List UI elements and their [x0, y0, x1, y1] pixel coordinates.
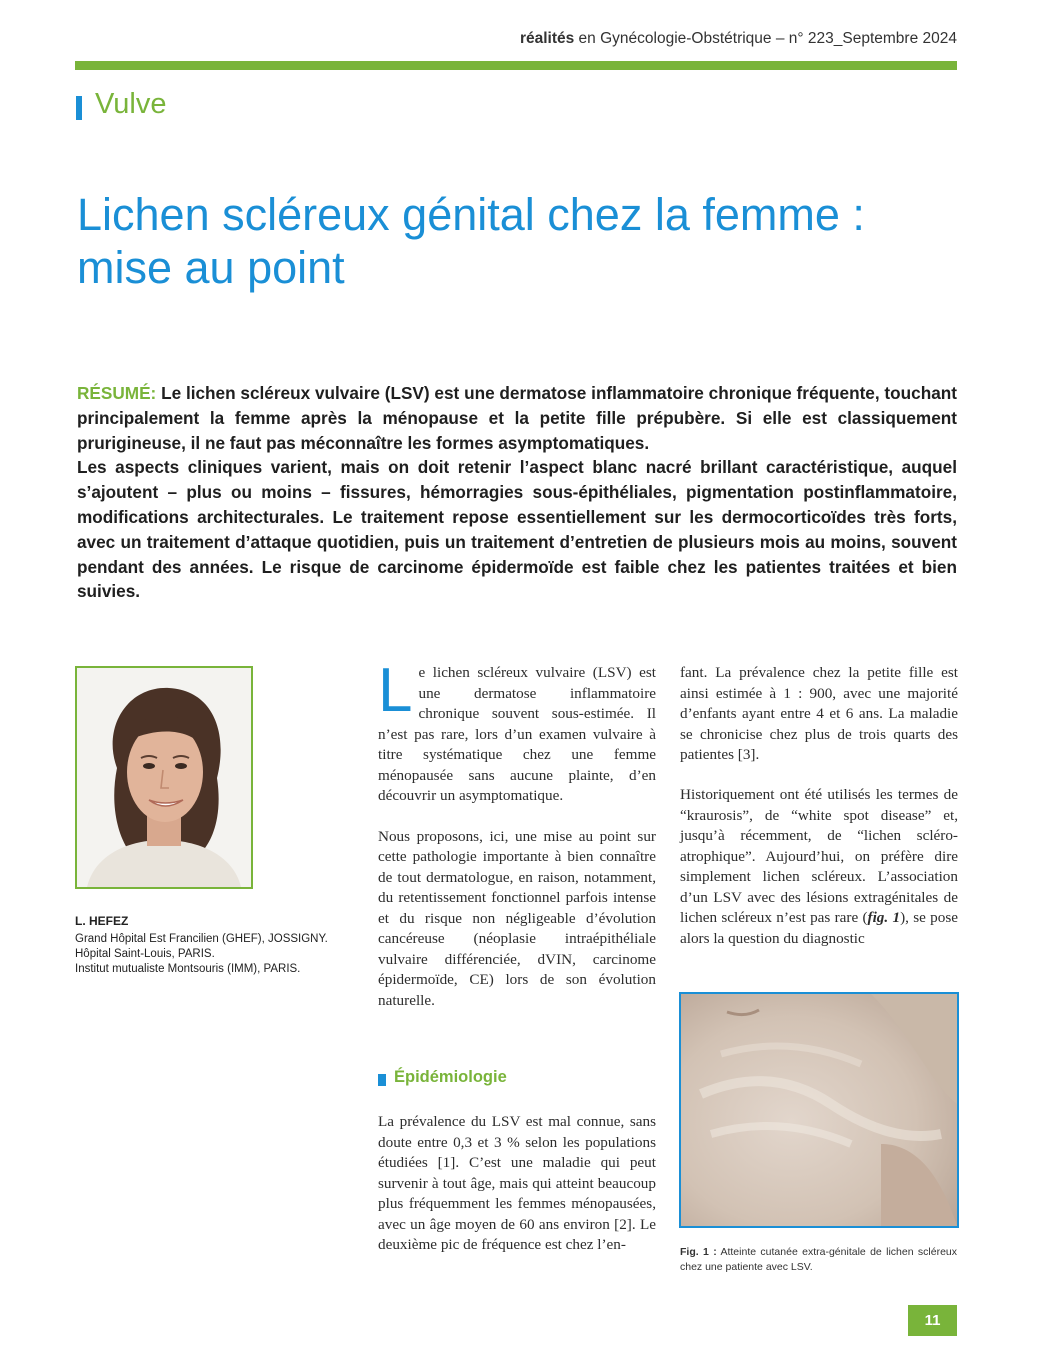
- figure-1-caption: [680, 1245, 957, 1274]
- abstract-text-1: Le lichen scléreux vulvaire (LSV) est une dermatose inflammatoire chronique fréquente, touchant principalement la femme après la ménopause et la petite fille prépubère. Si elle est classiquement prurigineuse, il ne faut pas méconnaître les formes asymptomatiques.: [77, 383, 957, 453]
- figure-caption-text: Atteinte cutanée extra-génitale de lichen scléreux chez une patiente avec LSV.: [680, 1246, 957, 1273]
- epidemiology-column: [378, 1112, 656, 1256]
- abstract-para-1: [77, 381, 957, 455]
- journal-issue: en Gynécologie-Obstétrique – n° 223_Septembre 2024: [578, 30, 957, 47]
- title-line-1: Lichen scléreux génital chez la femme :: [77, 189, 865, 240]
- epidemiology-paragraph: La prévalence du LSV est mal connue, sans doute entre 0,3 et 3 % selon les populations étudiées [1]. C’est une maladie qui peut survenir à tout âge, mais qui atteint beaucoup plus fréquemment les femmes ménopausées, avec un âge moyen de 60 ans environ [2]. Le deuxième pic de fréquence est chez l’en-: [378, 1113, 656, 1253]
- affiliation-1: Grand Hôpital Est Francilien (GHEF), JOSSIGNY.: [75, 933, 328, 945]
- drop-cap: L: [378, 656, 413, 725]
- column3-paragraph-1: fant. La prévalence chez la petite fille est ainsi estimée à 1 : 900, avec une majorité d’enfants ayant entre 4 et 6 ans. La maladie se chronicise chez plus de trois quarts des patientes [3].: [680, 664, 958, 763]
- intro-paragraph: [378, 656, 656, 807]
- header-rule: [75, 61, 957, 70]
- figure-1-image: [679, 992, 959, 1228]
- author-name: L. HEFEZ: [75, 914, 129, 928]
- journal-brand: réalités: [519, 30, 575, 47]
- author-portrait-image: [77, 668, 251, 887]
- author-photo: [75, 666, 253, 889]
- running-header: [520, 30, 957, 48]
- figure-label: Fig. 1 :: [680, 1246, 717, 1258]
- body-column-3-top: [680, 663, 958, 766]
- section-label: Vulve: [95, 88, 167, 120]
- history-text-a: Historiquement ont été utilisés les termes de “kraurosis”, de “white spot disease” et, jusqu’à récemment, de “lichen scléro-atrophique”. Aujourd’hui, on préfère dire simplement lichen scléreux. L’association d’un LSV avec des lésions extragénitales de lichen scléreux n’est pas rare (: [680, 786, 958, 926]
- author-affiliations: [75, 932, 328, 977]
- subhead-epidemiologie: Épidémiologie: [394, 1068, 507, 1086]
- abstract-para-2: Les aspects cliniques varient, mais on doit retenir l’aspect blanc nacré brillant caractéristique, auquel s’ajoutent – plus ou moins – fissures, hémorragies sous-épithéliales, pigmentation postinflammatoire, modifications architecturales. Le traitement repose essentiellement sur les dermocorticoïdes très forts, avec un traitement d’attaque quotidien, puis un traitement d’entretien de plusieurs mois au moins, souvent pendant des années. Le risque de carcinome épidermoïde est faible chez les patientes traitées et bien suivies.: [77, 457, 957, 602]
- title-line-2: mise au point: [77, 242, 345, 293]
- affiliation-2: Hôpital Saint-Louis, PARIS.: [75, 948, 215, 960]
- skin-lesion-photo: [681, 994, 957, 1226]
- subhead-marker: [378, 1074, 386, 1086]
- intro-paragraph-2: Nous proposons, ici, une mise au point sur cette pathologie importante à bien connaître de tout dermatologue, en raison, notamment, du retentissement fonctionnel parfois intense et du risque non négligeable d’évolution cancéreuse (néoplasie intraépithéliale vulvaire différenciée, dVIN, carcinome épidermoïde, CE) lors de son évolution naturelle.: [378, 827, 656, 1009]
- affiliation-3: Institut mutualiste Montsouris (IMM), PARIS.: [75, 963, 301, 975]
- abstract: [77, 381, 957, 604]
- history-text-b: ), se pose alors la question du diagnostic: [680, 909, 958, 947]
- body-column-3-history: [680, 785, 958, 949]
- page-number: 11: [908, 1305, 957, 1336]
- figure-reference: fig. 1: [867, 909, 901, 926]
- article-title: [77, 188, 977, 294]
- intro-text: e lichen scléreux vulvaire (LSV) est une dermatose inflammatoire chronique souvent sous-estimée. Il n’est pas rare, lors d’un examen vulvaire à titre systématique chez une femme ménopausée sans aucune plainte, d’en découvrir un asymptomatique.: [378, 664, 656, 804]
- column3-paragraph-2: [680, 785, 958, 949]
- abstract-label: RÉSUMÉ:: [77, 383, 157, 403]
- section-marker: [76, 96, 82, 120]
- body-column-2: [378, 656, 656, 1011]
